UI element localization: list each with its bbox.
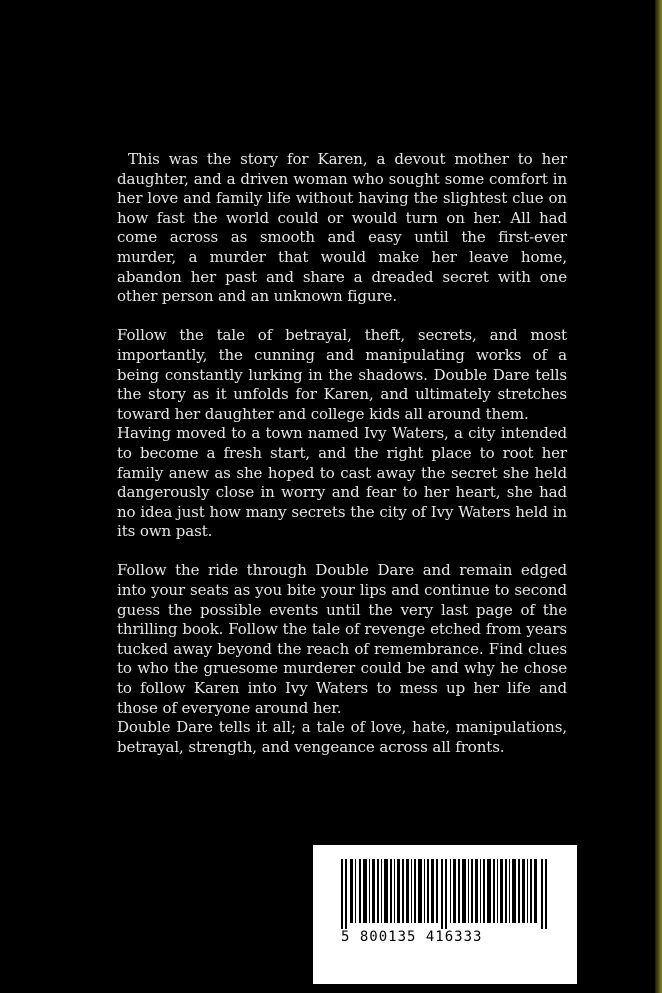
spine-edge	[655, 0, 662, 993]
blurb-paragraph-5: Double Dare tells it all; a tale of love, hate, manipulations, betrayal, strength, and vengeance across all fronts.	[117, 718, 567, 756]
blurb-paragraph-2: Follow the tale of betrayal, theft, secrets, and most importantly, the cunning and manipulating works of a being constantly lurking in the shadows. Double Dare tells the story as it unfolds for Karen, and ultimately stretches toward her daughter and college kids all around them.	[117, 326, 567, 423]
barcode-bars	[341, 859, 551, 929]
blurb-paragraph-4: Follow the ride through Double Dare and remain edged into your seats as you bite your lips and continue to second guess the possible events until the very last page of the thrilling book. Follow the tale of revenge etched from years tucked away beyond the reach of remembrance. Find clues to who the gruesome murderer could be and why he chose to follow Karen into Ivy Waters to mess up her life and those of everyone around her.	[117, 561, 567, 717]
blurb-paragraph-1: This was the story for Karen, a devout mother to her daughter, and a driven woman who sought some comfort in her love and family life without having the slightest clue on how fast the world could or would turn on her. All had come across as smooth and easy until the first-ever murder, a murder that would make her leave home, abandon her past and share a dreaded secret with one other person and an unknown figure.	[117, 150, 567, 306]
barcode-label	[313, 845, 577, 984]
back-cover-blurb	[117, 150, 567, 757]
blurb-paragraph-3: Having moved to a town named Ivy Waters, a city intended to become a fresh start, and the right place to root her family anew as she hoped to cast away the secret she held dangerously close in worry and fear to her heart, she had no idea just how many secrets the city of Ivy Waters held in its own past.	[117, 424, 567, 541]
barcode-number: 5 800135 416333	[341, 929, 483, 945]
